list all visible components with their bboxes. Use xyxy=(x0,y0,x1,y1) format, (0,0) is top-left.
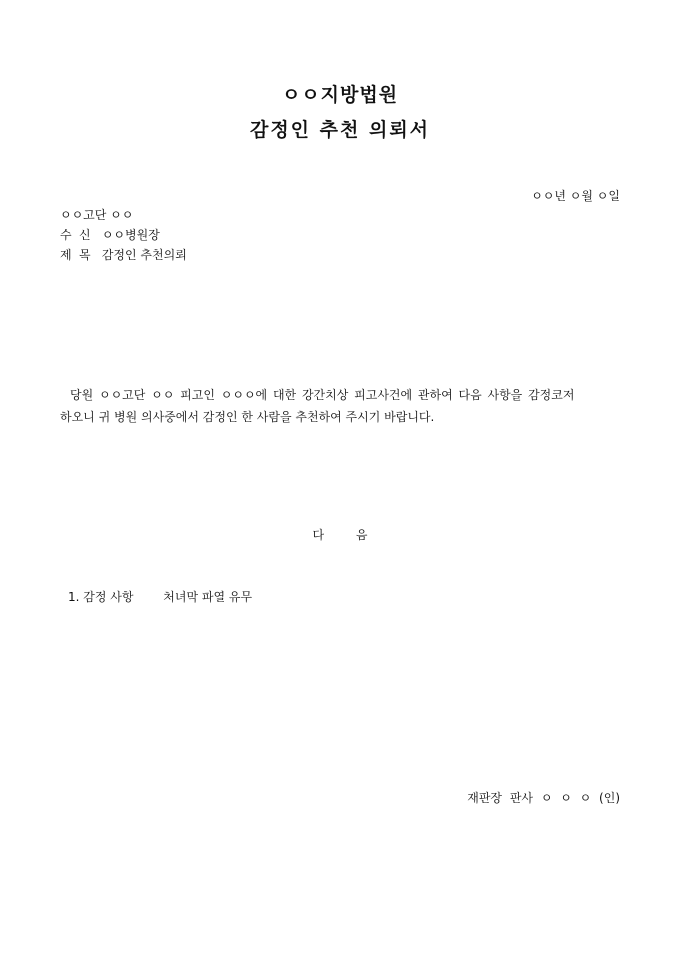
body-paragraph-line: 하오니 귀 병원 의사중에서 감정인 한 사람을 추천하여 주시기 바랍니다. xyxy=(60,410,435,424)
document-date: ㅇㅇ년 ㅇ월 ㅇ일 xyxy=(531,189,620,203)
recipient-label xyxy=(60,226,98,243)
subject-label-char: 목 xyxy=(79,248,91,262)
body-paragraph-line: 당원 ㅇㅇ고단 ㅇㅇ 피고인 ㅇㅇㅇ에 대한 강간치상 피고사건에 관하여 다음 사항을 감정코저 xyxy=(70,388,575,402)
recipient-value: ㅇㅇ병원장 xyxy=(101,228,160,242)
section-heading xyxy=(0,526,680,543)
document-title: 감정인 추천 의뢰서 xyxy=(249,119,431,141)
subject-label-char: 제 xyxy=(60,248,72,262)
subject-line xyxy=(60,246,187,263)
appraisal-item-value: 처녀막 파열 유무 xyxy=(163,590,253,604)
appraisal-item-label: 1. 감정 사항 xyxy=(68,590,134,604)
case-number: ㅇㅇ고단 ㅇㅇ xyxy=(60,208,134,222)
section-heading-char: 다 xyxy=(312,528,325,542)
judge-signature: 재판장 판사 ㅇ ㅇ ㅇ (인) xyxy=(467,791,620,805)
recipient-label-char: 수 xyxy=(60,228,72,242)
subject-value: 감정인 추천의뢰 xyxy=(101,248,187,262)
recipient-line xyxy=(60,226,160,243)
appraisal-item xyxy=(68,588,252,605)
subject-label xyxy=(60,246,98,263)
recipient-label-char: 신 xyxy=(79,228,91,242)
section-heading-char: 음 xyxy=(355,528,368,542)
court-title: ㅇㅇ지방법원 xyxy=(281,84,399,106)
